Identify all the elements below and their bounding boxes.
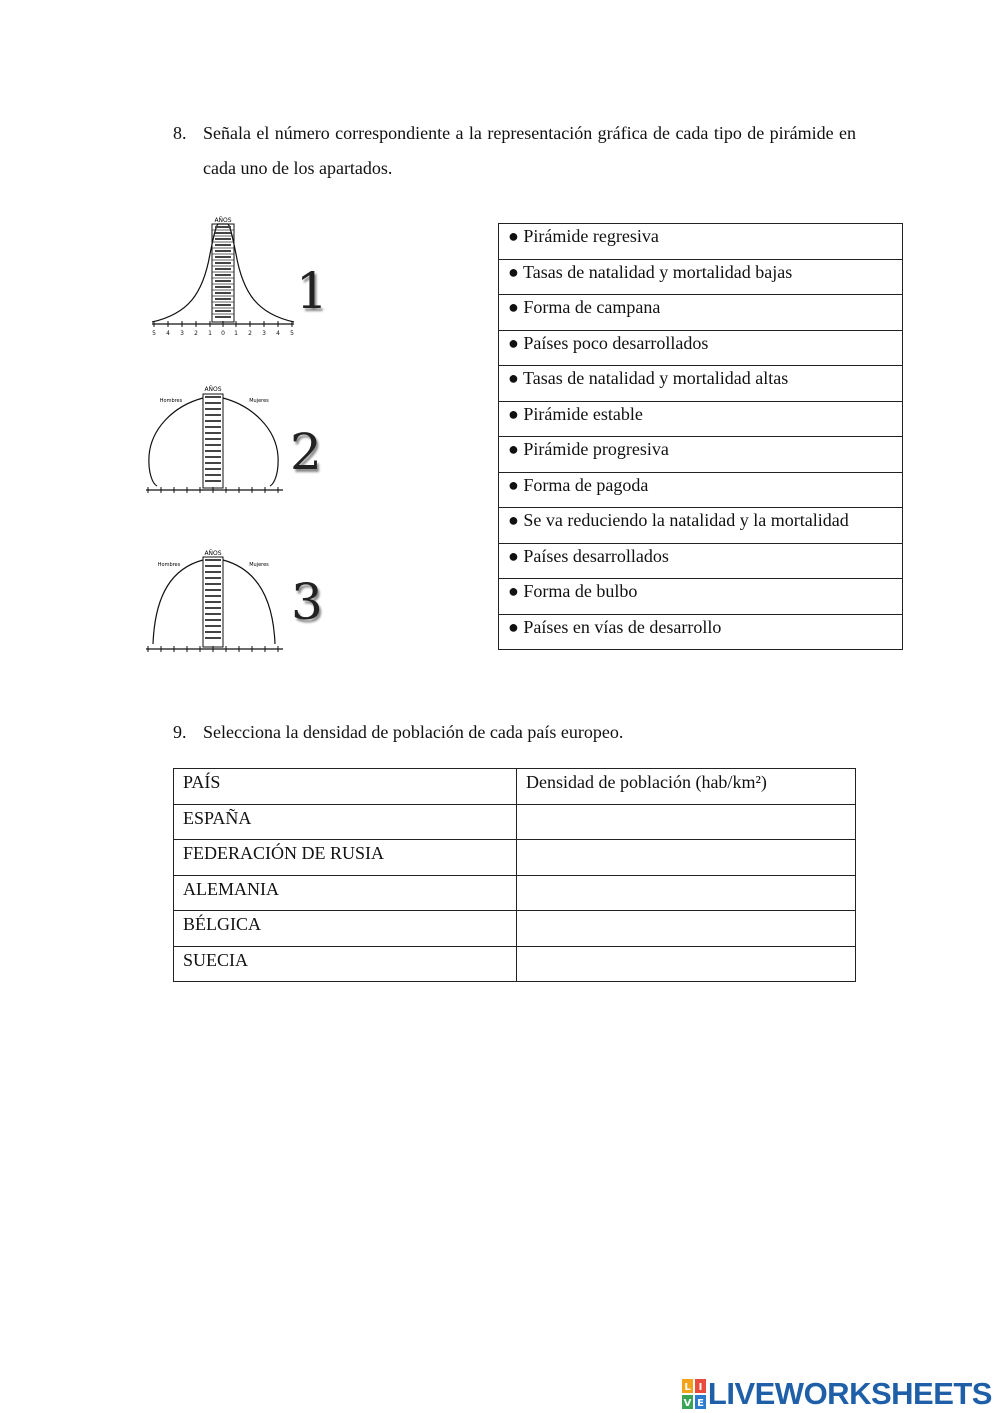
svg-text:2: 2 bbox=[194, 330, 198, 337]
population-density-table bbox=[173, 768, 856, 982]
svg-text:4: 4 bbox=[276, 330, 280, 337]
svg-text:2: 2 bbox=[248, 330, 252, 337]
table-row bbox=[499, 401, 903, 437]
table-header-row bbox=[174, 769, 856, 805]
density-answer-cell[interactable] bbox=[517, 911, 856, 947]
density-answer-cell[interactable] bbox=[517, 946, 856, 982]
women-label: Mujeres bbox=[249, 562, 269, 568]
pyramid-3-image bbox=[143, 548, 288, 658]
choice-cell[interactable]: ● Países en vías de desarrollo bbox=[499, 614, 903, 650]
choice-cell[interactable]: ● Tasas de natalidad y mortalidad bajas bbox=[499, 259, 903, 295]
pyramid-number-1: 1 bbox=[296, 262, 328, 320]
choice-cell[interactable]: ● Forma de bulbo bbox=[499, 579, 903, 615]
choice-cell[interactable]: ● Tasas de natalidad y mortalidad altas bbox=[499, 366, 903, 402]
liveworksheets-logo bbox=[682, 1376, 992, 1412]
question-text: Selecciona la densidad de población de cada país europeo. bbox=[203, 722, 624, 742]
choice-cell[interactable]: ● Países desarrollados bbox=[499, 543, 903, 579]
table-row bbox=[174, 911, 856, 947]
country-cell: FEDERACIÓN DE RUSIA bbox=[174, 840, 517, 876]
density-answer-cell[interactable] bbox=[517, 840, 856, 876]
choice-cell[interactable]: ● Países poco desarrollados bbox=[499, 330, 903, 366]
liveworksheets-logo-mark-icon bbox=[682, 1379, 706, 1409]
table-row bbox=[499, 614, 903, 650]
choice-cell[interactable]: ● Forma de pagoda bbox=[499, 472, 903, 508]
table-row bbox=[499, 508, 903, 544]
table-row bbox=[174, 875, 856, 911]
svg-text:3: 3 bbox=[180, 330, 184, 337]
table-row bbox=[499, 295, 903, 331]
question-8 bbox=[173, 116, 856, 186]
svg-text:1: 1 bbox=[208, 330, 212, 337]
men-label: Hombres bbox=[157, 562, 181, 568]
question-9 bbox=[173, 718, 623, 746]
pyramid-2-image bbox=[143, 384, 288, 499]
age-label: AÑOS bbox=[214, 217, 232, 224]
choice-cell[interactable]: ● Forma de campana bbox=[499, 295, 903, 331]
table-row bbox=[499, 437, 903, 473]
table-row bbox=[499, 366, 903, 402]
table-row bbox=[499, 543, 903, 579]
svg-text:L: L bbox=[684, 1382, 691, 1393]
svg-text:3: 3 bbox=[262, 330, 266, 337]
density-header: Densidad de población (hab/km²) bbox=[517, 769, 856, 805]
svg-text:0: 0 bbox=[221, 330, 225, 337]
svg-text:I: I bbox=[698, 1382, 703, 1393]
country-cell: SUECIA bbox=[174, 946, 517, 982]
pyramid-characteristics-table bbox=[498, 223, 903, 650]
age-label: AÑOS bbox=[204, 386, 222, 393]
svg-text:V: V bbox=[683, 1398, 692, 1409]
country-cell: ESPAÑA bbox=[174, 804, 517, 840]
density-answer-cell[interactable] bbox=[517, 875, 856, 911]
svg-text:1: 1 bbox=[234, 330, 238, 337]
table-row bbox=[174, 840, 856, 876]
choice-cell[interactable]: ● Se va reduciendo la natalidad y la mortalidad bbox=[499, 508, 903, 544]
question-number: 8. bbox=[173, 123, 187, 143]
choice-cell[interactable]: ● Pirámide estable bbox=[499, 401, 903, 437]
svg-text:E: E bbox=[696, 1398, 704, 1409]
table-row bbox=[499, 330, 903, 366]
density-answer-cell[interactable] bbox=[517, 804, 856, 840]
choice-cell[interactable]: ● Pirámide regresiva bbox=[499, 224, 903, 260]
question-number: 9. bbox=[173, 722, 187, 742]
table-row bbox=[499, 472, 903, 508]
liveworksheets-logo-text: LIVEWORKSHEETS bbox=[707, 1376, 992, 1411]
pyramid-1-image bbox=[148, 214, 298, 344]
question-text: Señala el número correspondiente a la representación gráfica de cada tipo de pirámide en cada uno de los apartados. bbox=[203, 123, 856, 178]
svg-text:4: 4 bbox=[166, 330, 170, 337]
choice-cell[interactable]: ● Pirámide progresiva bbox=[499, 437, 903, 473]
table-row bbox=[499, 579, 903, 615]
table-row bbox=[499, 259, 903, 295]
country-header: PAÍS bbox=[174, 769, 517, 805]
men-label: Hombres bbox=[159, 398, 183, 404]
women-label: Mujeres bbox=[249, 398, 269, 404]
table-row bbox=[174, 804, 856, 840]
age-label: AÑOS bbox=[204, 550, 222, 557]
country-cell: ALEMANIA bbox=[174, 875, 517, 911]
country-cell: BÉLGICA bbox=[174, 911, 517, 947]
pyramid-number-2: 2 bbox=[290, 423, 322, 481]
svg-text:5: 5 bbox=[290, 330, 294, 337]
pyramid-number-3: 3 bbox=[291, 573, 323, 631]
table-row bbox=[174, 946, 856, 982]
table-row bbox=[499, 224, 903, 260]
svg-text:5: 5 bbox=[152, 330, 156, 337]
